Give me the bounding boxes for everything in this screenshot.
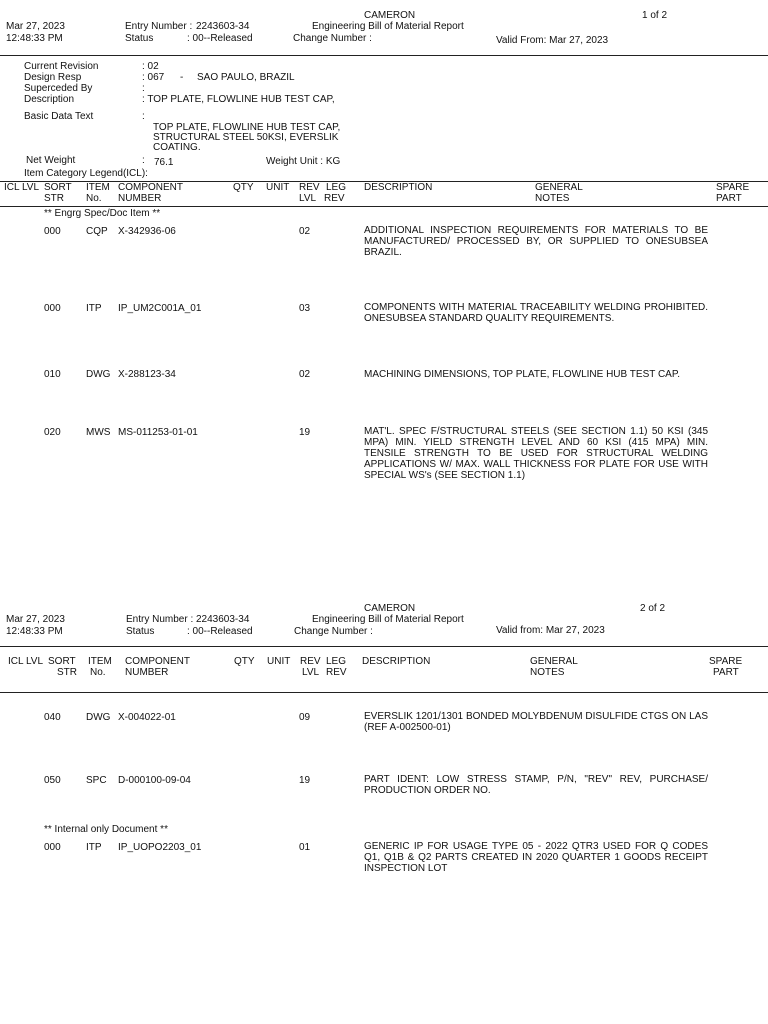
col-description: DESCRIPTION bbox=[362, 656, 431, 667]
col-qty: QTY bbox=[234, 656, 255, 667]
design-resp-code: : 067 bbox=[142, 72, 165, 83]
row-description: COMPONENTS WITH MATERIAL TRACEABILITY WELDING PROHIBITED. ONESUBSEA STANDARD QUALITY REQUIREMENTS. bbox=[364, 302, 708, 324]
col-item: ITEM bbox=[86, 182, 110, 193]
row-description: MAT'L. SPEC F/STRUCTURAL STEELS (SEE SECTION 1.1) 50 KSI (345 MPA) MIN. YIELD STRENGTH LEVEL AND 60 KSI (415 MPA) MIN. TENSILE STRENGTH TO BE USED FOR STRUCTURAL WELDING APPLICATIONS W/ MAX. WALL THICKNESS FOR PLATE FOR USE WITH SPECIAL WS's (SEE SECTION 1.1) bbox=[364, 426, 708, 481]
row-rev: 03 bbox=[299, 303, 311, 314]
status-value: : 00--Released bbox=[187, 626, 253, 637]
row-item: DWG bbox=[86, 369, 111, 380]
basic-data-text-label: Basic Data Text bbox=[24, 111, 94, 122]
col-part: PART bbox=[713, 667, 739, 678]
col-description: DESCRIPTION bbox=[364, 182, 433, 193]
col-icl-lvl: ICL LVL bbox=[4, 182, 40, 193]
col-no: No. bbox=[90, 667, 106, 678]
design-resp-label: Design Resp bbox=[24, 72, 82, 83]
entry-number: 2243603-34 bbox=[196, 21, 250, 32]
row-description: ADDITIONAL INSPECTION REQUIREMENTS FOR MATERIALS TO BE MANUFACTURED/ PROCESSED BY, OR SUPPLIED TO ONESUBSEA BRAZIL. bbox=[364, 225, 708, 258]
net-weight-colon: : bbox=[142, 155, 145, 166]
status-label: Status bbox=[126, 626, 155, 637]
section-label: ** Engrg Spec/Doc Item ** bbox=[44, 208, 161, 219]
report-title: Engineering Bill of Material Report bbox=[312, 21, 464, 32]
row-component: X-342936-06 bbox=[118, 226, 176, 237]
col-leg: LEG bbox=[326, 656, 347, 667]
col-rev: REV bbox=[300, 656, 321, 667]
report-time: 12:48:33 PM bbox=[6, 626, 63, 637]
basic-data-colon: : bbox=[142, 111, 145, 122]
row-component: IP_UM2C001A_01 bbox=[118, 303, 202, 314]
change-number-label: Change Number : bbox=[294, 626, 373, 637]
col-general: GENERAL bbox=[530, 656, 578, 667]
design-resp-dash: - bbox=[180, 72, 184, 83]
row-item: MWS bbox=[86, 427, 111, 438]
description-value: : TOP PLATE, FLOWLINE HUB TEST CAP, bbox=[142, 94, 335, 105]
superceded-by: : bbox=[142, 83, 145, 94]
row-sort: 000 bbox=[44, 226, 61, 237]
row-component: D-000100-09-04 bbox=[118, 775, 191, 786]
row-component: MS-011253-01-01 bbox=[118, 427, 198, 438]
net-weight-label: Net Weight bbox=[26, 155, 76, 166]
row-description: EVERSLIK 1201/1301 BONDED MOLYBDENUM DISULFIDE CTGS ON LAS (REF A-002500-01) bbox=[364, 711, 708, 733]
col-no: No. bbox=[86, 193, 102, 204]
section-label: ** Internal only Document ** bbox=[44, 824, 168, 835]
page-number: 2 of 2 bbox=[640, 603, 666, 614]
col-component: COMPONENT bbox=[118, 182, 183, 193]
row-rev: 19 bbox=[299, 427, 311, 438]
status-label: Status bbox=[125, 33, 154, 44]
valid-from: Valid from: Mar 27, 2023 bbox=[496, 625, 605, 636]
row-sort: 000 bbox=[44, 303, 61, 314]
weight-unit: Weight Unit : KG bbox=[266, 156, 341, 167]
row-component: X-004022-01 bbox=[118, 712, 176, 723]
design-resp-location: SAO PAULO, BRAZIL bbox=[197, 72, 295, 83]
row-rev: 02 bbox=[299, 226, 311, 237]
header-divider bbox=[0, 646, 768, 647]
col-component: COMPONENT bbox=[125, 656, 190, 667]
row-sort: 040 bbox=[44, 712, 61, 723]
header-divider bbox=[0, 55, 768, 56]
col-spare: SPARE bbox=[709, 656, 743, 667]
page-number: 1 of 2 bbox=[642, 10, 668, 21]
column-header-bottom-rule bbox=[0, 206, 768, 207]
description-label: Description bbox=[24, 94, 75, 105]
icl-legend: Item Category Legend(ICL): bbox=[24, 168, 148, 179]
col-number: NUMBER bbox=[118, 193, 162, 204]
col-notes: NOTES bbox=[530, 667, 565, 678]
row-sort: 000 bbox=[44, 842, 61, 853]
current-revision: : 02 bbox=[142, 61, 159, 72]
current-revision-label: Current Revision bbox=[24, 61, 99, 72]
row-item: CQP bbox=[86, 226, 108, 237]
col-unit: UNIT bbox=[267, 656, 291, 667]
row-item: SPC bbox=[86, 775, 107, 786]
company-name: CAMERON bbox=[364, 603, 416, 614]
col-leg-rev: REV bbox=[324, 193, 345, 204]
row-item: ITP bbox=[86, 842, 102, 853]
col-part: PART bbox=[716, 193, 742, 204]
col-spare: SPARE bbox=[716, 182, 750, 193]
col-icl-lvl: ICL LVL bbox=[8, 656, 44, 667]
status-value: : 00--Released bbox=[187, 33, 253, 44]
row-component: X-288123-34 bbox=[118, 369, 176, 380]
report-date: Mar 27, 2023 bbox=[6, 21, 65, 32]
row-item: ITP bbox=[86, 303, 102, 314]
report-date: Mar 27, 2023 bbox=[6, 614, 65, 625]
basic-data-line-2: STRUCTURAL STEEL 50KSI, EVERSLIK bbox=[153, 132, 339, 143]
row-description: PART IDENT: LOW STRESS STAMP, P/N, "REV" REV, PURCHASE/ PRODUCTION ORDER NO. bbox=[364, 774, 708, 796]
row-rev: 02 bbox=[299, 369, 311, 380]
entry-number-label: Entry Number : bbox=[126, 614, 194, 625]
row-item: DWG bbox=[86, 712, 111, 723]
col-rev: REV bbox=[299, 182, 320, 193]
col-lvl: LVL bbox=[299, 193, 317, 204]
row-rev: 09 bbox=[299, 712, 311, 723]
col-leg-rev: REV bbox=[326, 667, 347, 678]
col-str: STR bbox=[44, 193, 64, 204]
row-description: MACHINING DIMENSIONS, TOP PLATE, FLOWLINE HUB TEST CAP. bbox=[364, 369, 680, 380]
row-sort: 020 bbox=[44, 427, 61, 438]
column-header-bottom-rule bbox=[0, 692, 768, 693]
col-leg: LEG bbox=[326, 182, 347, 193]
col-unit: UNIT bbox=[266, 182, 290, 193]
col-lvl: LVL bbox=[302, 667, 320, 678]
report-title: Engineering Bill of Material Report bbox=[312, 614, 464, 625]
company-name: CAMERON bbox=[364, 10, 416, 21]
basic-data-line-3: COATING. bbox=[153, 142, 201, 153]
col-notes: NOTES bbox=[535, 193, 570, 204]
superceded-by-label: Superceded By bbox=[24, 83, 93, 94]
col-qty: QTY bbox=[233, 182, 254, 193]
col-general: GENERAL bbox=[535, 182, 583, 193]
net-weight-value: 76.1 bbox=[154, 157, 174, 168]
change-number-label: Change Number : bbox=[293, 33, 372, 44]
report-time: 12:48:33 PM bbox=[6, 33, 63, 44]
col-sort: SORT bbox=[44, 182, 72, 193]
basic-data-line-1: TOP PLATE, FLOWLINE HUB TEST CAP, bbox=[153, 122, 341, 133]
entry-number: 2243603-34 bbox=[196, 614, 250, 625]
col-number: NUMBER bbox=[125, 667, 169, 678]
row-rev: 19 bbox=[299, 775, 311, 786]
col-item: ITEM bbox=[88, 656, 112, 667]
col-sort: SORT bbox=[48, 656, 76, 667]
entry-number-label: Entry Number : bbox=[125, 21, 193, 32]
row-rev: 01 bbox=[299, 842, 311, 853]
row-sort: 010 bbox=[44, 369, 61, 380]
row-description: GENERIC IP FOR USAGE TYPE 05 - 2022 QTR3 USED FOR Q CODES Q1, Q1B & Q2 PARTS CREATED IN 2020 QUARTER 1 GOODS RECEIPT INSPECTION LOT bbox=[364, 841, 708, 874]
row-sort: 050 bbox=[44, 775, 61, 786]
col-str: STR bbox=[57, 667, 77, 678]
row-component: IP_UOPO2203_01 bbox=[118, 842, 202, 853]
valid-from: Valid From: Mar 27, 2023 bbox=[496, 35, 609, 46]
